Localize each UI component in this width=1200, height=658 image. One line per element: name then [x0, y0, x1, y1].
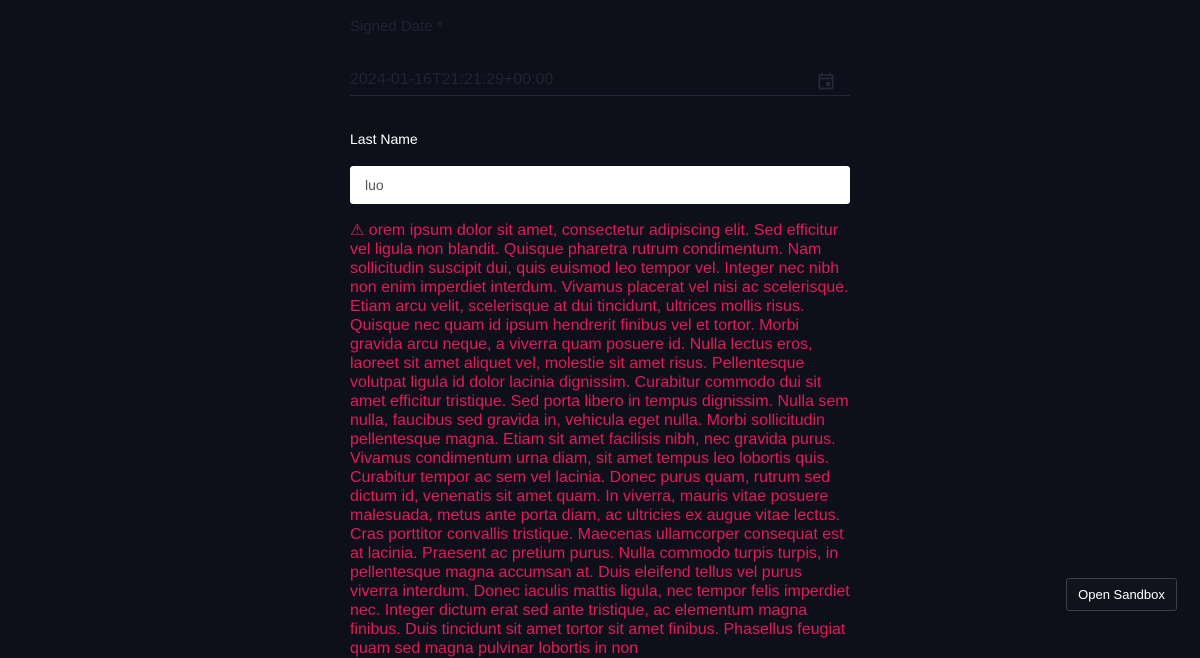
- signed-date-value: 2024-01-16T21:21:29+00:00: [350, 71, 554, 88]
- calendar-icon[interactable]: [816, 71, 836, 91]
- error-message: [350, 221, 852, 658]
- signed-date-label: Signed Date *: [350, 18, 443, 35]
- last-name-label: Last Name: [350, 131, 418, 147]
- error-message-text: orem ipsum dolor sit amet, consectetur adipiscing elit. Sed efficitur vel ligula non blandit. Quisque pharetra rutrum condimentum. Nam sollicitudin suscipit dui, quis euismod leo tempor vel. Integer nec nibh non enim imperdiet interdum. Vivamus placerat vel nisi ac scelerisque. Etiam arcu velit, scelerisque at dui tincidunt, ultrices mollis risus. Quisque nec quam id ipsum hendrerit finibus vel et tortor. Morbi gravida arcu neque, a viverra quam posuere id. Nulla lectus eros, laoreet sit amet aliquet vel, molestie sit amet risus. Pellentesque volutpat ligula id dolor lacinia dignissim. Curabitur commodo dui sit amet efficitur tristique. Sed porta libero in tempus dignissim. Nulla sem nulla, faucibus sed gravida in, vehicula eget nulla. Morbi sollicitudin pellentesque magna. Etiam sit amet facilisis nibh, nec gravida purus. Vivamus condimentum urna diam, sit amet tempus leo lobortis quis. Curabitur tempor ac sem vel lacinia. Donec purus quam, rutrum sed dictum id, venenatis sit amet quam. In viverra, mauris vitae posuere malesuada, metus ante porta diam, ac ultricies ex augue vitae lectus. Cras porttitor convallis tristique. Maecenas ullamcorper consequat est at lacinia. Praesent ac pretium purus. Nulla commodo turpis turpis, in pellentesque magna accumsan at. Duis eleifend tellus vel purus viverra interdum. Donec iaculis mattis ligula, nec tempor felis imperdiet nec. Integer dictum erat sed ante tristique, ac elementum magna finibus. Duis tincidunt sit amet tortor sit amet finibus. Phasellus feugiat quam sed magna pulvinar lobortis in non: [350, 222, 850, 657]
- warning-icon: ⚠: [350, 222, 365, 239]
- signed-date-field[interactable]: [350, 62, 850, 96]
- open-sandbox-button[interactable]: Open Sandbox: [1066, 578, 1177, 611]
- last-name-input[interactable]: [350, 166, 850, 204]
